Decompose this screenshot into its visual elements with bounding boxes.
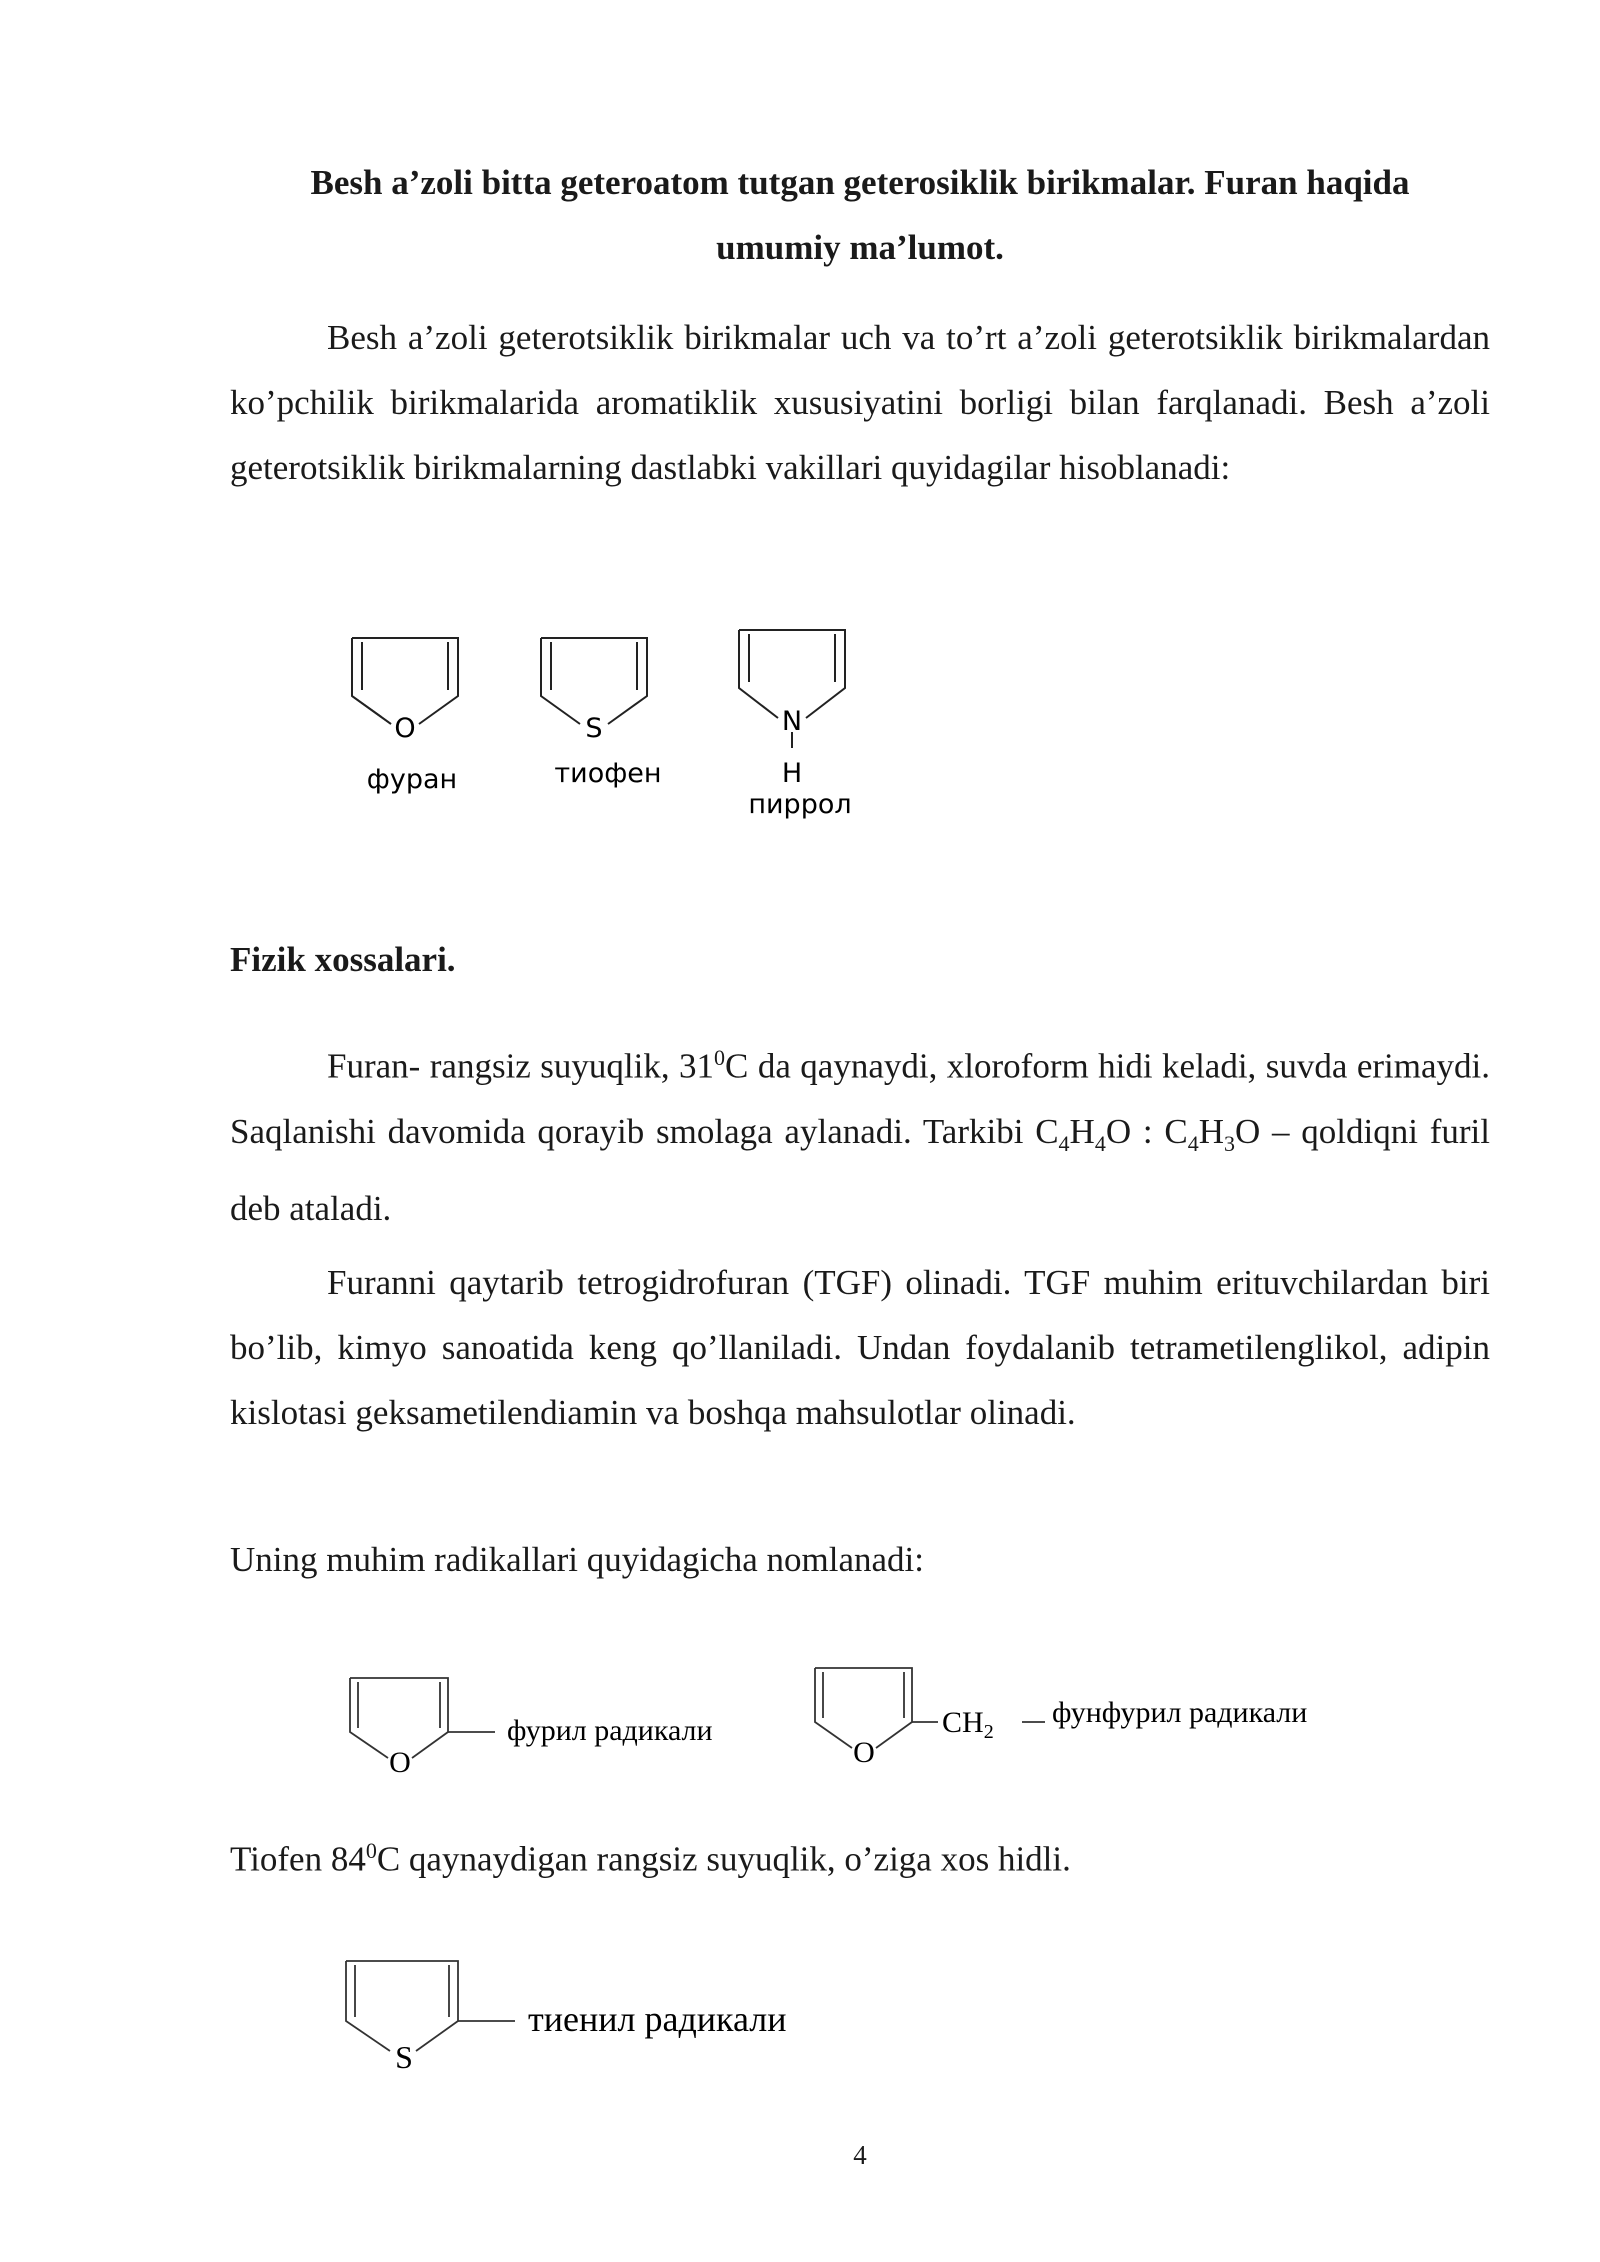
text-run: C qaynaydigan rangsiz suyuqlik, o’ziga xos hidli. <box>376 1839 1071 1879</box>
furyl-label: фурил радикали <box>507 1714 713 1747</box>
intro-paragraph: Besh a’zoli geterotsiklik birikmalar uch va to’rt a’zoli geterotsiklik birikmalardan ko’pchilik birikmalarida aromatiklik xususiyatini borligi bilan farqlanadi. Besh a’zoli geterotsiklik birikmalarning dastlabki vakillari quyidagilar hisoblanadi: <box>230 318 1490 487</box>
pyrrole-h: H <box>781 758 803 789</box>
radicals-intro: Uning muhim radikallari quyidagicha nomlanadi: <box>230 1540 925 1579</box>
thiophene-name: тиофен <box>554 758 662 789</box>
superscript: 0 <box>365 1838 377 1863</box>
thiophene-atom: S <box>585 713 603 744</box>
furan-properties-paragraph <box>230 1025 1490 1241</box>
furan-name: фуран <box>366 764 458 795</box>
furfuryl-atom: O <box>853 1736 875 1769</box>
text-run: C da qaynaydi, xloroform hidi keladi, suvda erimaydi. Saqlanishi davomida qorayib smolaga aylanadi. Tarkibi C <box>230 1046 1490 1151</box>
superscript: 0 <box>714 1045 726 1070</box>
pyrrole-name: пиррол <box>748 789 852 820</box>
text-run: Tiofen 84 <box>230 1839 366 1879</box>
furan-radicals-diagram <box>340 1650 1340 1780</box>
subscript: 3 <box>1223 1130 1235 1156</box>
thienyl-label: тиенил радикали <box>528 1999 787 2039</box>
text-run: CH <box>942 1706 984 1739</box>
page-title <box>230 150 1490 280</box>
text-run: O : C <box>1105 1111 1188 1151</box>
text-run: H <box>1069 1111 1095 1151</box>
title-line-1: Besh a’zoli bitta geteroatom tutgan geterosiklik birikmalar. Furan haqida <box>310 163 1410 202</box>
thienyl-atom: S <box>395 2039 413 2075</box>
subscript: 4 <box>1058 1130 1070 1156</box>
pyrrole-atom: N <box>781 706 803 737</box>
tgf-paragraph: Furanni qaytarib tetrogidrofuran (TGF) olinadi. TGF muhim erituvchilardan biri bo’lib, kimyo sanoatida keng qo’llaniladi. Undan foydalanib tetrametilenglikol, adipin kislotasi geksametilendiamin va boshqa mahsulotlar olinadi. <box>230 1263 1490 1432</box>
subscript: 4 <box>1094 1130 1106 1156</box>
text-run: Furan- rangsiz suyuqlik, 31 <box>327 1046 715 1086</box>
furan-atom: O <box>394 713 416 744</box>
furfuryl-ch <box>942 1706 994 1743</box>
furyl-atom: O <box>389 1746 411 1779</box>
text-run: O – qoldiqni furil deb ataladi. <box>230 1111 1490 1228</box>
title-line-2: umumiy ma’lumot. <box>716 228 1004 267</box>
text-run: H <box>1198 1111 1224 1151</box>
heterocycles-diagram <box>340 620 900 830</box>
page-number: 4 <box>853 2140 867 2170</box>
thienyl-radical-diagram <box>340 1945 880 2085</box>
subscript: 2 <box>983 1721 994 1743</box>
subscript: 4 <box>1187 1130 1199 1156</box>
thiophene-paragraph <box>230 1838 1071 1880</box>
furfuryl-label: фунфурил радикали <box>1052 1696 1308 1729</box>
physical-properties-heading: Fizik xossalari. <box>230 940 456 979</box>
